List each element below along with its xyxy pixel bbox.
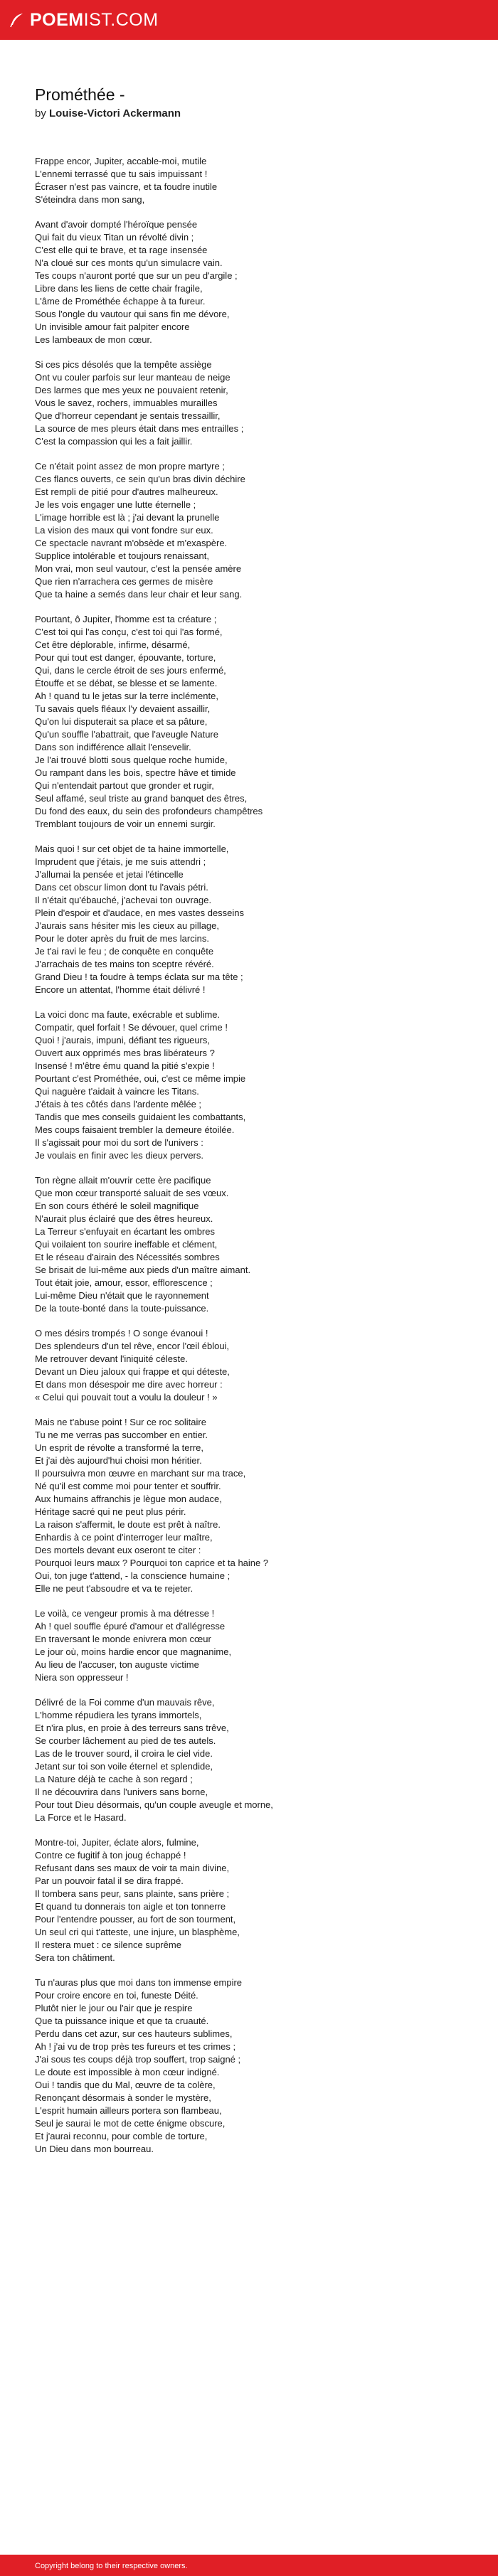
- poem-stanza: [35, 1607, 476, 1684]
- poem-line: Dans son indifférence allait l'ensevelir.: [35, 742, 191, 752]
- poem-line: Je t'ai ravi le feu ; de conquête en conquête: [35, 946, 214, 957]
- poem-body: [35, 155, 476, 2168]
- poem-line: J'étais à tes côtés dans l'ardente mêlée ;: [35, 1099, 202, 1109]
- poem-line: Il tombera sans peur, sans plainte, sans prière ;: [35, 1888, 230, 1899]
- poem-line: S'éteindra dans mon sang,: [35, 194, 145, 205]
- poem-line: Tandis que mes conseils guidaient les combattants,: [35, 1112, 246, 1122]
- poem-line: L'âme de Prométhée échappe à ta fureur.: [35, 296, 206, 307]
- poem-line: En son cours éthéré le soleil magnifique: [35, 1201, 199, 1211]
- logo-bold-text: POEM: [30, 10, 84, 30]
- poem-line: Grand Dieu ! ta foudre à temps éclata sur ma tête ;: [35, 972, 243, 982]
- poem-line: Au lieu de l'accuser, ton auguste victime: [35, 1659, 199, 1670]
- poem-line: Ce spectacle navrant m'obsède et m'exaspère.: [35, 538, 228, 548]
- poem-line: Mais quoi ! sur cet objet de ta haine immortelle,: [35, 843, 229, 854]
- poem-line: Qui naguère t'aidait à vaincre les Titans.: [35, 1086, 199, 1097]
- poem-line: Le voilà, ce vengeur promis à ma détresse !: [35, 1608, 215, 1619]
- poem-line: Que d'horreur cependant je sentais tressaillir,: [35, 410, 221, 421]
- poem-line: Pour croire encore en toi, funeste Déité.: [35, 1990, 198, 2001]
- poem-line: Il n'était qu'ébauché, j'achevai ton ouvrage.: [35, 895, 212, 905]
- poem-line: Étouffe et se débat, se blesse et se lamente.: [35, 678, 218, 688]
- poem-line: Mon vrai, mon seul vautour, c'est la pensée amère: [35, 563, 242, 574]
- poem-line: La voici donc ma faute, exécrable et sublime.: [35, 1009, 221, 1020]
- poem-line: Pour tout Dieu désormais, qu'un couple aveugle et morne,: [35, 1799, 273, 1810]
- poem-line: Héritage sacré qui ne peut plus périr.: [35, 1506, 186, 1517]
- poem-line: Tes coups n'auront porté que sur un peu d'argile ;: [35, 270, 238, 281]
- poem-line: C'est toi qui l'as conçu, c'est toi qui l'as formé,: [35, 627, 223, 637]
- poem-line: Pourtant, ô Jupiter, l'homme est ta créature ;: [35, 614, 217, 624]
- poem-title: Prométhée -: [35, 85, 125, 104]
- poem-stanza: [35, 1327, 476, 1404]
- poem-line: Tremblant toujours de voir un ennemi surgir.: [35, 819, 216, 829]
- poem-line: Un esprit de révolte a transformé la terre,: [35, 1442, 203, 1453]
- poem-line: Que rien n'arrachera ces germes de misère: [35, 576, 213, 587]
- poem-line: Niera son oppresseur !: [35, 1672, 129, 1683]
- poem-line: Si ces pics désolés que la tempête assiège: [35, 359, 212, 370]
- poem-line: Qui fait du vieux Titan un révolté divin ;: [35, 232, 194, 243]
- poem-line: Pour qui tout est danger, épouvante, torture,: [35, 652, 216, 663]
- poem-line: L'ennemi terrassé que tu sais impuissant !: [35, 169, 208, 179]
- poem-line: N'a cloué sur ces monts qu'un simulacre vain.: [35, 257, 223, 268]
- poem-line: Pourquoi leurs maux ? Pourquoi ton caprice et ta haine ?: [35, 1558, 269, 1568]
- poem-line: Perdu dans cet azur, sur ces hauteurs sublimes,: [35, 2028, 233, 2039]
- poem-line: Ton règne allait m'ouvrir cette ère pacifique: [35, 1175, 211, 1186]
- poem-line: Un invisible amour fait palpiter encore: [35, 321, 190, 332]
- poem-line: Tu ne me verras pas succomber en entier.: [35, 1430, 208, 1440]
- poem-line: Qu'un souffle l'abattrait, que l'aveugle Nature: [35, 729, 218, 740]
- poem-line: Imprudent que j'étais, je me suis attendri ;: [35, 856, 206, 867]
- poem-line: Elle ne peut t'absoudre et va te rejeter.: [35, 1583, 194, 1594]
- poem-line: Encore un attentat, l'homme était délivré !: [35, 984, 206, 995]
- poem-line: Plutôt nier le jour ou l'air que je respire: [35, 2003, 193, 2013]
- poem-line: Les lambeaux de mon cœur.: [35, 334, 152, 345]
- poem-line: J'arrachais de tes mains ton sceptre révéré.: [35, 959, 214, 969]
- site-header: [0, 0, 498, 40]
- poem-stanza: [35, 1008, 476, 1162]
- poem-line: Oui ! tandis que du Mal, œuvre de ta colère,: [35, 2080, 216, 2090]
- poem-line: C'est la compassion qui les a fait jaillir.: [35, 436, 193, 447]
- poem-stanza: [35, 1174, 476, 1315]
- poem-line: Que mon cœur transporté saluait de ses vœux.: [35, 1188, 229, 1198]
- poem-line: Ou rampant dans les bois, spectre hâve et timide: [35, 767, 236, 778]
- poem-line: Et dans mon désespoir me dire avec horreur :: [35, 1379, 223, 1390]
- poem-line: Pour le doter après du fruit de mes larcins.: [35, 933, 209, 944]
- copyright-notice: Copyright belong to their respective owners.: [35, 2562, 188, 2570]
- poem-line: Montre-toi, Jupiter, éclate alors, fulmine,: [35, 1837, 199, 1848]
- poem-line: La source de mes pleurs était dans mes entrailles ;: [35, 423, 244, 434]
- poem-line: Il restera muet : ce silence suprême: [35, 1939, 181, 1950]
- poem-line: Ces flancs ouverts, ce sein qu'un bras divin déchire: [35, 474, 245, 484]
- poem-line: J'aurais sans hésiter mis les cieux au pillage,: [35, 920, 219, 931]
- poem-line: Et j'ai dès aujourd'hui choisi mon héritier.: [35, 1455, 202, 1466]
- poem-line: Las de le trouver sourd, il croira le ciel vide.: [35, 1748, 213, 1759]
- poem-line: Il poursuivra mon œuvre en marchant sur ma trace,: [35, 1468, 246, 1479]
- poem-line: N'aurait plus éclairé que des êtres heureux.: [35, 1213, 213, 1224]
- poem-line: Lui-même Dieu n'était que le rayonnement: [35, 1290, 209, 1301]
- poem-line: Écraser n'est pas vaincre, et ta foudre inutile: [35, 181, 218, 192]
- poem-stanza: [35, 155, 476, 206]
- poem-line: Qui, dans le cercle étroit de ses jours enfermé,: [35, 665, 226, 676]
- poem-line: Refusant dans ses maux de voir ta main divine,: [35, 1863, 230, 1873]
- poem-line: Ah ! j'ai vu de trop près tes fureurs et tes crimes ;: [35, 2041, 236, 2052]
- poem-line: Des mortels devant eux oseront te citer :: [35, 1545, 201, 1555]
- poem-line: Et j'aurai reconnu, pour comble de torture,: [35, 2131, 208, 2141]
- poem-line: Par un pouvoir fatal il se dira frappé.: [35, 1875, 184, 1886]
- poem-line: Des splendeurs d'un tel rêve, encor l'œil ébloui,: [35, 1341, 230, 1351]
- author-name[interactable]: Louise-Victori Ackermann: [49, 107, 181, 119]
- poem-line: La vision des maux qui vont fondre sur eux.: [35, 525, 213, 536]
- poem-stanza: [35, 613, 476, 831]
- poem-line: L'image horrible est là ; j'ai devant la prunelle: [35, 512, 220, 523]
- poem-line: C'est elle qui te brave, et ta rage insensée: [35, 245, 208, 255]
- byline: [35, 107, 476, 121]
- poem-line: Libre dans les liens de cette chair fragile,: [35, 283, 203, 294]
- poem-line: Pour l'entendre pousser, au fort de son tourment,: [35, 1914, 236, 1925]
- poem-line: Dans cet obscur limon dont tu l'avais pétri.: [35, 882, 208, 893]
- poem-line: Et quand tu donnerais ton aigle et ton tonnerre: [35, 1901, 226, 1912]
- poem-line: Du fond des eaux, du sein des profondeurs champêtres: [35, 806, 263, 816]
- poem-line: L'esprit humain ailleurs portera son flambeau,: [35, 2105, 222, 2116]
- poem-line: Qu'on lui disputerait sa place et sa pâture,: [35, 716, 208, 727]
- poem-line: Avant d'avoir dompté l'héroïque pensée: [35, 219, 198, 230]
- poem-stanza: [35, 358, 476, 448]
- poem-line: Ont vu couler parfois sur leur manteau de neige: [35, 372, 231, 383]
- poem-line: Né qu'il est comme moi pour tenter et souffrir.: [35, 1481, 221, 1491]
- poem-line: Sera ton châtiment.: [35, 1952, 115, 1963]
- poem-line: Je voulais en finir avec les dieux pervers.: [35, 1150, 204, 1161]
- quill-pen-icon: [9, 12, 24, 28]
- poem-line: Compatir, quel forfait ! Se dévouer, quel crime !: [35, 1022, 228, 1033]
- site-footer: [0, 2555, 498, 2576]
- poem-line: Un Dieu dans mon bourreau.: [35, 2144, 154, 2154]
- poem-line: « Celui qui pouvait tout a voulu la douleur ! »: [35, 1392, 218, 1403]
- by-label: by: [35, 107, 46, 119]
- poem-line: Supplice intolérable et toujours renaissant,: [35, 550, 209, 561]
- poem-line: Il s'agissait pour moi du sort de l'univers :: [35, 1137, 203, 1148]
- poem-line: Est rempli de pitié pour d'autres malheureux.: [35, 486, 218, 497]
- poem-stanza: [35, 1416, 476, 1595]
- poem-line: Tout était joie, amour, essor, efflorescence ;: [35, 1277, 213, 1288]
- poem-line: Ah ! quel souffle épuré d'amour et d'allégresse: [35, 1621, 226, 1632]
- poem-line: Mes coups faisaient trembler la demeure étoilée.: [35, 1124, 235, 1135]
- poem-line: Renonçant désormais à sonder le mystère,: [35, 2092, 211, 2103]
- poem-line: Qui n'entendait partout que gronder et rugir,: [35, 780, 214, 791]
- poem-line: Que ta puissance inique et que ta cruauté.: [35, 2016, 209, 2026]
- poem-line: Frappe encor, Jupiter, accable-moi, mutile: [35, 156, 207, 166]
- poem-line: Sous l'ongle du vautour qui sans fin me dévore,: [35, 309, 230, 319]
- poem-line: Je les vois engager une lutte éternelle ;: [35, 499, 196, 510]
- poem-line: Le doute est impossible à mon cœur indigné.: [35, 2067, 220, 2077]
- poem-stanza: [35, 460, 476, 601]
- poem-line: Délivré de la Foi comme d'un mauvais rêve,: [35, 1697, 215, 1708]
- poem-line: Seul je saurai le mot de cette énigme obscure,: [35, 2118, 226, 2129]
- poem-line: Contre ce fugitif à ton joug échappé !: [35, 1850, 186, 1861]
- poem-line: Ouvert aux opprimés mes bras libérateurs ?: [35, 1048, 215, 1058]
- poem-line: Aux humains affranchis je lègue mon audace,: [35, 1494, 222, 1504]
- poem-line: J'allumai la pensée et jetai l'étincelle: [35, 869, 184, 880]
- logo-wordmark: [30, 10, 159, 30]
- poem-line: Tu savais quels fléaux l'y devaient assaillir,: [35, 703, 211, 714]
- poem-line: Il ne découvrira dans l'univers sans borne,: [35, 1787, 208, 1797]
- poem-line: Ah ! quand tu le jetas sur la terre inclémente,: [35, 691, 218, 701]
- poem-stanza: [35, 843, 476, 996]
- poem-line: De la toute-bonté dans la toute-puissance.: [35, 1303, 209, 1314]
- site-logo[interactable]: [9, 10, 159, 30]
- poem-line: Quoi ! j'aurais, impuni, défiant tes rigueurs,: [35, 1035, 210, 1045]
- poem-line: Insensé ! m'être ému quand la pitié s'expie !: [35, 1060, 215, 1071]
- poem-heading: [35, 84, 476, 121]
- poem-line: Ce n'était point assez de mon propre martyre ;: [35, 461, 225, 472]
- poem-line: Le jour où, moins hardie encor que magnanime,: [35, 1646, 232, 1657]
- poem-line: O mes désirs trompés ! O songe évanoui !: [35, 1328, 208, 1338]
- poem-line: Jetant sur toi son voile éternel et splendide,: [35, 1761, 213, 1772]
- poem-line: Devant un Dieu jaloux qui frappe et qui déteste,: [35, 1366, 230, 1377]
- poem-line: J'ai sous tes coups déjà trop souffert, trop saigné ;: [35, 2054, 241, 2065]
- poem-line: Seul affamé, seul triste au grand banquet des êtres,: [35, 793, 248, 804]
- poem-line: En traversant le monde enivrera mon cœur: [35, 1634, 211, 1644]
- poem-line: Tu n'auras plus que moi dans ton immense empire: [35, 1977, 243, 1988]
- poem-line: Qui voilaient ton sourire ineffable et clément,: [35, 1239, 218, 1250]
- poem-line: La Nature déjà te cache à son regard ;: [35, 1774, 193, 1784]
- poem-line: Pourtant c'est Prométhée, oui, c'est ce même impie: [35, 1073, 246, 1084]
- poem-line: Oui, ton juge t'attend, - la conscience humaine ;: [35, 1570, 231, 1581]
- poem-line: Se brisait de lui-même aux pieds d'un maître aimant.: [35, 1265, 251, 1275]
- poem-line: Enhardis à ce point d'interroger leur maître,: [35, 1532, 213, 1543]
- poem-line: Me retrouver devant l'iniquité céleste.: [35, 1353, 188, 1364]
- poem-line: Se courber lâchement au pied de tes autels.: [35, 1735, 216, 1746]
- poem-line: Mais ne t'abuse point ! Sur ce roc solitaire: [35, 1417, 206, 1427]
- poem-stanza: [35, 1696, 476, 1824]
- poem-line: La raison s'affermit, le doute est prêt à naître.: [35, 1519, 221, 1530]
- poem-line: Que ta haine a semés dans leur chair et leur sang.: [35, 589, 243, 600]
- poem-stanza: [35, 1836, 476, 1964]
- poem-line: Plein d'espoir et d'audace, en mes vastes desseins: [35, 908, 245, 918]
- poem-line: Des larmes que mes yeux ne pouvaient retenir,: [35, 385, 228, 395]
- poem-line: La Force et le Hasard.: [35, 1812, 127, 1823]
- poem-line: La Terreur s'enfuyait en écartant les ombres: [35, 1226, 215, 1237]
- poem-line: Un seul cri qui t'atteste, une injure, un blasphème,: [35, 1927, 240, 1937]
- poem-line: Je l'ai trouvé blotti sous quelque roche humide,: [35, 755, 228, 765]
- poem-line: L'homme répudiera les tyrans immortels,: [35, 1710, 202, 1720]
- poem-line: Et n'ira plus, en proie à des terreurs sans trêve,: [35, 1723, 229, 1733]
- poem-stanza: [35, 218, 476, 346]
- poem-line: Et le réseau d'airain des Nécessités sombres: [35, 1252, 220, 1262]
- poem-line: Cet être déplorable, infirme, désarmé,: [35, 639, 191, 650]
- poem-line: Vous le savez, rochers, immuables murailles: [35, 398, 218, 408]
- logo-light-text: IST.COM: [83, 10, 159, 30]
- poem-stanza: [35, 1976, 476, 2156]
